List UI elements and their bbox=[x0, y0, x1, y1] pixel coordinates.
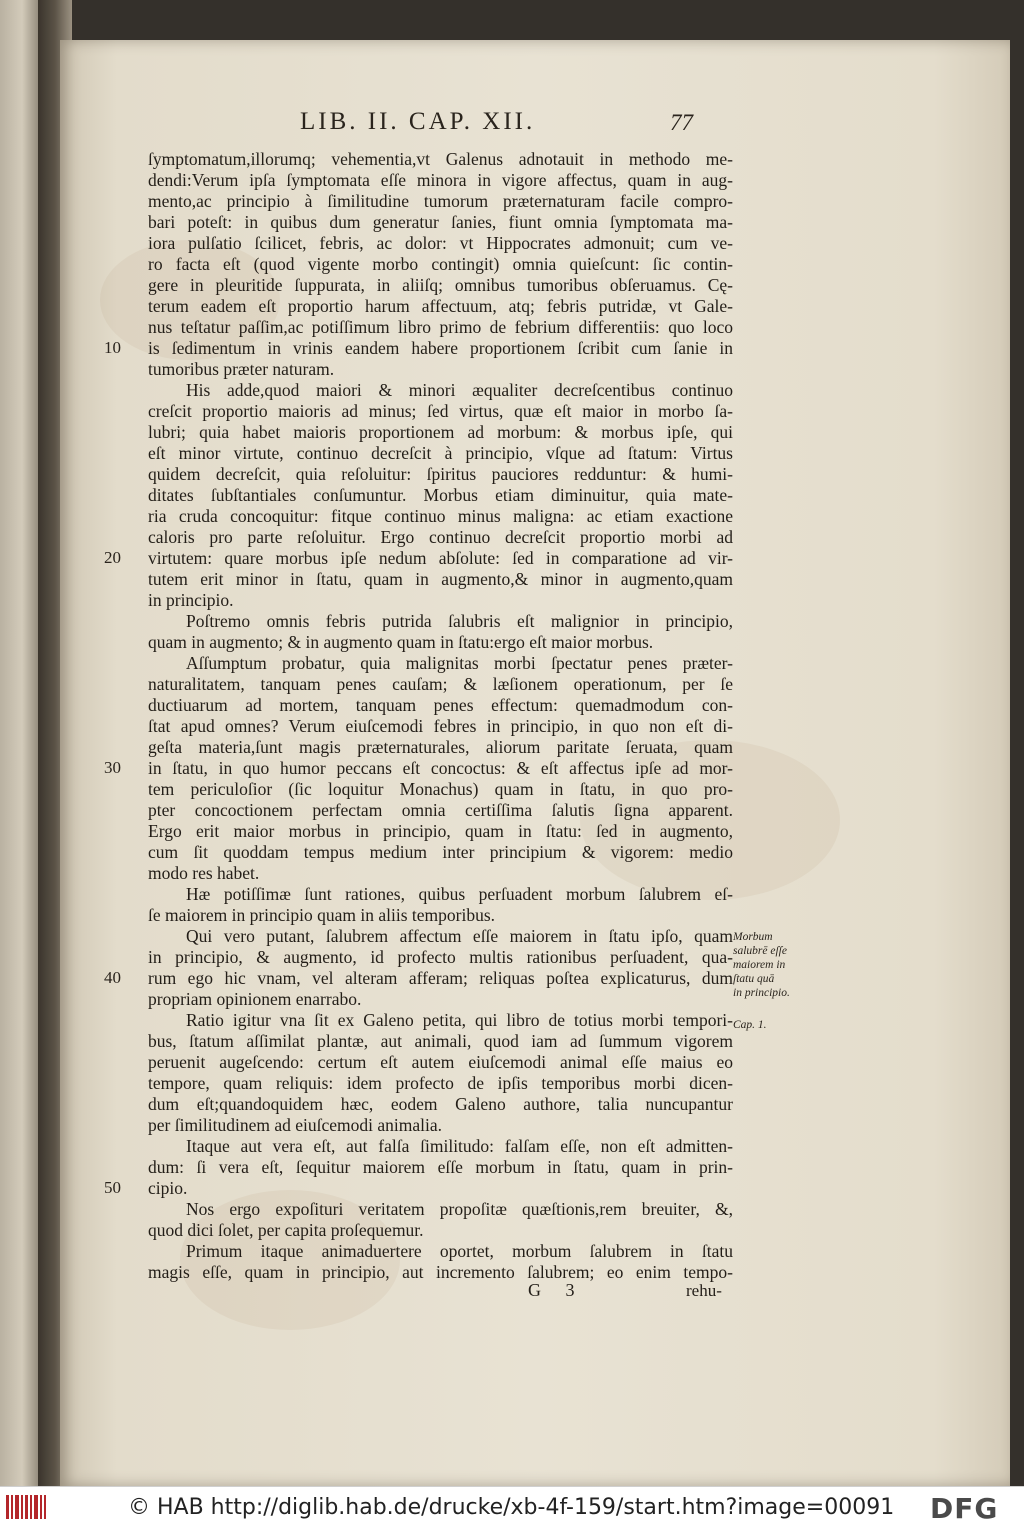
text-line: cum ſit quoddam tempus medium inter principium & vigorem: medio bbox=[148, 842, 733, 862]
text-line: geſta materia,ſunt magis præternaturales, aliorum paritate ſeruata, quam bbox=[148, 737, 733, 757]
line-number: 30 bbox=[104, 758, 121, 777]
text-line: tempore, quam reliquis: idem profecto de ipſis temporibus morbi dicen- bbox=[148, 1073, 733, 1093]
line-number: 10 bbox=[104, 338, 121, 357]
text-line: is ſedimentum in vrinis eandem habere proportionem ſcribit cum ſanie in bbox=[148, 338, 733, 358]
catchword: rehu- bbox=[686, 1281, 722, 1300]
text-line: ria cruda concoquitur: fitque continuo minus maligna: ac etiam exactione bbox=[148, 506, 733, 526]
text-line: bus, ſtatum aſſimilat plantæ, aut animali, quod iam ad ſummum vigorem bbox=[148, 1031, 733, 1051]
text-line: ſymptomatum,illorumq; vehementia,vt Galenus adnotauit in methodo me- bbox=[148, 149, 733, 169]
dfg-logo: DFG bbox=[930, 1492, 999, 1525]
signature-mark: G 3 bbox=[528, 1280, 585, 1300]
line-number: 40 bbox=[104, 968, 121, 987]
margin-note-line: Morbum bbox=[733, 931, 773, 943]
text-line: mento,ac principio à ſimilitudine tumorum præternaturam facile compro- bbox=[148, 191, 733, 211]
text-line: quidem decreſcit, quia reſoluitur: ſpiritus pauciores redduntur: & humi- bbox=[148, 464, 733, 484]
text-line: nus teſtatur paſſim,ac potiſſimum libro primo de febrium differentiis: quo loco bbox=[148, 317, 733, 337]
text-line: dendi:Verum ipſa ſymptomata eſſe minora in vigore affectus, quam in aug- bbox=[148, 170, 733, 190]
text-line: iora pulſatio ſcilicet, febris, ac dolor: vt Hippocrates admonuit; cum ve- bbox=[148, 233, 733, 253]
text-line: quod dici ſolet, per capita proſequemur. bbox=[148, 1220, 424, 1240]
text-line: Primum itaque animaduertere oportet, morbum ſalubrem in ſtatu bbox=[186, 1241, 733, 1261]
text-line: tutem erit minor in ſtatu, quam in augmento,& minor in augmento,quam bbox=[148, 569, 733, 589]
viewer-footer bbox=[0, 1486, 1024, 1527]
text-line: in ſtatu, in quo humor peccans eſt concoctus: & eſt affectus ipſe ad mor- bbox=[148, 758, 733, 778]
text-line: dum: ſi vera eſt, ſequitur maiorem eſſe morbum in ſtatu, quam in prin- bbox=[148, 1157, 733, 1177]
text-line: Aſſumptum probatur, quia malignitas morbi ſpectatur penes præter- bbox=[186, 653, 733, 673]
text-line: tem periculoſior (ſic loquitur Monachus) quam in ſtatu, in quo pro- bbox=[148, 779, 733, 799]
text-line: rum ego hic vnam, vel alteram afferam; reliquas poſtea explicaturus, dum bbox=[148, 968, 733, 988]
previous-page-edge bbox=[0, 0, 40, 1486]
text-line: Itaque aut vera eſt, aut falſa ſimilitudo: falſam eſſe, non eſt admitten- bbox=[186, 1136, 733, 1156]
margin-note-line: in principio. bbox=[733, 987, 790, 999]
text-line: ſtat apud omnes? Verum eiuſcemodi febres in principio, in quo non eſt di- bbox=[148, 716, 733, 736]
margin-note-line: ſtatu quā bbox=[733, 973, 775, 985]
text-line: cipio. bbox=[148, 1178, 188, 1198]
margin-note-line: salubrē eſſe bbox=[733, 945, 787, 957]
text-line: terum eadem eſt proportio harum affectuum, atq; febris putridæ, vt Gale- bbox=[148, 296, 733, 316]
running-head: LIB. II. CAP. XII. bbox=[300, 108, 536, 135]
text-line: modo res habet. bbox=[148, 863, 260, 883]
text-line: in principio, & augmento, id profecto multis rationibus perſuadent, qua- bbox=[148, 947, 733, 967]
source-url[interactable]: © HAB http://diglib.hab.de/drucke/xb-4f-159/start.htm?image=00091 bbox=[128, 1495, 895, 1520]
text-line: in principio. bbox=[148, 590, 234, 610]
text-line: gere in pleuritide ſuppurata, in aliiſq; omnibus tumoribus obſeruamus. Cę- bbox=[148, 275, 733, 295]
text-line: eſt minor virtute, continuo decreſcit à principio, vſque ad ſtatum: Virtus bbox=[148, 443, 733, 463]
text-line: Qui vero putant, ſalubrem affectum eſſe maiorem in ſtatu ipſo, quam bbox=[186, 926, 733, 946]
margin-note bbox=[733, 930, 790, 1000]
text-line: Poſtremo omnis febris putrida ſalubris eſt malignior in principio, bbox=[186, 611, 733, 631]
text-line: ro facta eſt (quod vigente morbo contingit) omnia quieſcunt: ſic contin- bbox=[148, 254, 733, 274]
text-line: Nos ergo expoſituri veritatem propoſitæ quæſtionis,rem breuiter, &, bbox=[186, 1199, 733, 1219]
margin-note-line: maiorem in bbox=[733, 959, 786, 971]
text-line: virtutem: quare morbus ipſe nedum abſolute: ſed in comparatione ad vir- bbox=[148, 548, 733, 568]
text-line: magis eſſe, quam in principio, aut incremento ſalubrem; eo enim tempo- bbox=[148, 1262, 733, 1282]
text-line: Ergo erit maior morbus in principio, quam in ſtatu: ſed in augmento, bbox=[148, 821, 733, 841]
text-line: caloris pro parte reſoluitur. Ergo continuo decreſcit proportio morbi ad bbox=[148, 527, 733, 547]
text-line: lubri; quia habet maioris proportionem ad morbum: & morbus ipſe, qui bbox=[148, 422, 733, 442]
text-line: peruenit augeſcendo: certum eſt autem eiuſcemodi animal eſſe maius eo bbox=[148, 1052, 733, 1072]
text-line: propriam opinionem enarrabo. bbox=[148, 989, 362, 1009]
text-line: quam in augmento; & in augmento quam in ſtatu:ergo eſt maior morbus. bbox=[148, 632, 654, 652]
margin-note-chapter: Cap. 1. bbox=[733, 1019, 767, 1031]
text-line: dum eſt;quandoquidem hæc, eodem Galeno authore, talia nuncupantur bbox=[148, 1094, 733, 1114]
text-line: His adde,quod maiori & minori æqualiter decreſcentibus continuo bbox=[186, 380, 733, 400]
text-line: pter concoctionem perfectam omnia certiſſima ſalutis ſigna apparent. bbox=[148, 800, 733, 820]
text-line: ditates ſubſtantiales conſumuntur. Morbus etiam diminuitur, quia mate- bbox=[148, 485, 733, 505]
text-line: Hæ potiſſimæ ſunt rationes, quibus perſuadent morbum ſalubrem eſ- bbox=[186, 884, 733, 904]
text-line: Ratio igitur vna ſit ex Galeno petita, qui libro de totius morbi tempori- bbox=[186, 1010, 733, 1030]
text-line: ſe maiorem in principio quam in aliis temporibus. bbox=[148, 905, 496, 925]
text-line: bari poteſt: in quibus dum generatur ſanies, fiunt omnia ſymptomata ma- bbox=[148, 212, 733, 232]
text-line: per ſimilitudinem ad eiuſcemodi animalia. bbox=[148, 1115, 443, 1135]
text-line: creſcit proportio maioris ad minus; ſed virtus, quæ eſt maior in morbo ſa- bbox=[148, 401, 733, 421]
text-line: naturalitatem, tanquam penes cauſam; & læſionem operationum, per ſe bbox=[148, 674, 733, 694]
page-number: 77 bbox=[670, 110, 693, 135]
text-line: ductiuarum ad mortem, tanquam penes effectum: quemadmodum con- bbox=[148, 695, 733, 715]
text-line: tumoribus præter naturam. bbox=[148, 359, 335, 379]
barcode-icon bbox=[6, 1493, 46, 1521]
line-number: 20 bbox=[104, 548, 121, 567]
line-number: 50 bbox=[104, 1178, 121, 1197]
